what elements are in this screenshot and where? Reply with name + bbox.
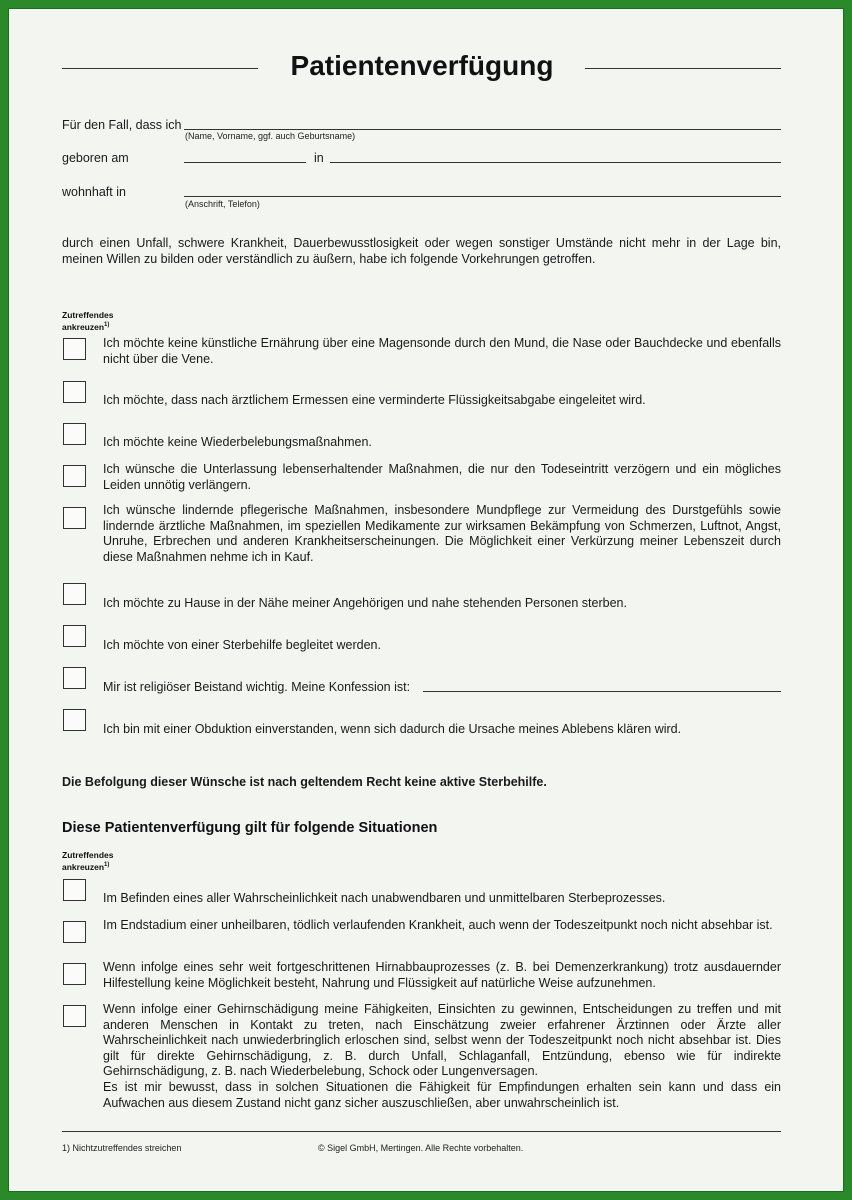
wish-text-8: Mir ist religiöser Beistand wichtig. Meine Konfession ist: (103, 680, 411, 694)
wish-text-6: Ich möchte zu Hause in der Nähe meiner Angehörigen und nahe stehenden Personen sterben. (103, 596, 627, 610)
wish-text-9: Ich bin mit einer Obduktion einverstanden, wenn sich dadurch die Ursache meines Ablebens klären wird. (103, 722, 682, 736)
wish-checkbox-3[interactable] (63, 423, 86, 445)
wish-text-4: Ich wünsche die Unterlassung lebenserhaltender Maßnahmen, die nur den Todeseintritt verzögern und ein mögliches Leiden unnötig verlängern. (103, 462, 781, 492)
birthplace-field[interactable] (330, 162, 781, 163)
situation-addendum: Es ist mir bewusst, dass in solchen Situationen die Fähigkeit für Empfindungen erhalten sein kann und dass ein Aufwachen aus diesem Zustand nicht ganz sicher auszuschließen, aber unwahrscheinlich ist. (103, 1080, 781, 1110)
situation-text-2: Im Endstadium einer unheilbaren, tödlich verlaufenden Krankheit, auch wenn der Todeszeitpunkt noch nicht absehbar ist. (103, 918, 773, 932)
situation-text-1: Im Befinden eines aller Wahrscheinlichkeit nach unabwendbaren und unmittelbaren Sterbeprozesses. (103, 891, 666, 905)
footer-rule (62, 1131, 781, 1132)
wish-checkbox-5[interactable] (63, 507, 86, 529)
situation-checkbox-1[interactable] (63, 879, 86, 901)
footnote: 1) Nichtzutreffendes streichen (62, 1143, 182, 1153)
address-hint: (Anschrift, Telefon) (185, 199, 260, 209)
situations-heading: Diese Patientenverfügung gilt für folgende Situationen (62, 820, 438, 836)
copyright: © Sigel GmbH, Mertingen. Alle Rechte vorbehalten. (318, 1143, 524, 1153)
intro-text: durch einen Unfall, schwere Krankheit, Dauerbewusstlosigkeit oder wegen sonstiger Umstände nicht mehr in der Lage bin, meinen Willen zu bilden oder verständlich zu äußern, habe ich folgende Vorkehrungen getroffen. (62, 236, 781, 266)
legal-note: Die Befolgung dieser Wünsche ist nach geltendem Recht keine aktive Sterbehilfe. (62, 775, 547, 789)
wish-text-2: Ich möchte, dass nach ärztlichem Ermessen eine verminderte Flüssigkeitsabgabe eingeleitet wird. (103, 393, 646, 407)
wish-text-3: Ich möchte keine Wiederbelebungsmaßnahmen. (103, 435, 372, 449)
address-field[interactable] (184, 196, 781, 197)
situation-text-4: Wenn infolge einer Gehirnschädigung meine Fähigkeiten, Einsichten zu gewinnen, Entscheidungen zu treffen und mit anderen Menschen in Kontakt zu treten, nach Einschätzung zweier erfahrener Ärztinnen oder Ärzte aller Wahrscheinlichkeit nach unwiederbringlich erloschen sind, selbst wenn der Todeszeitpunkt noch nicht absehbar ist. Dies gilt für direkte Gehirnschädigung, z. B. durch Unfall, Schlaganfall, Entzündung, ebenso wie für indirekte Gehirnschädigung, z. B. nach Wiederbelebung, Schock oder Lungenversagen. (103, 1002, 781, 1078)
confession-field[interactable] (423, 691, 781, 692)
check-hint: Zutreffendes ankreuzen$^{1)}$ (62, 310, 114, 332)
wish-text-1: Ich möchte keine künstliche Ernährung über eine Magensonde durch den Mund, die Nase oder Bauchdecke und ebenfalls nicht über die Vene. (103, 336, 781, 366)
situation-checkbox-3[interactable] (63, 963, 86, 985)
check-hint-situations: Zutreffendes ankreuzen$^{1)}$ (62, 850, 114, 872)
situation-text-3: Wenn infolge eines sehr weit fortgeschrittenen Hirnabbauprozesses (z. B. bei Demenzerkrankung) trotz ausdauernder Hilfestellung keine Möglichkeit besteht, Nahrung und Flüssigkeit auf natürliche Weise aufzunehmen. (103, 960, 781, 990)
wish-checkbox-8[interactable] (63, 667, 86, 689)
wish-checkbox-4[interactable] (63, 465, 86, 487)
situation-checkbox-2[interactable] (63, 921, 86, 943)
page-title: Patientenverfügung (290, 50, 554, 81)
title-rule-left (62, 68, 258, 69)
birthdate-field[interactable] (184, 162, 306, 163)
wish-checkbox-2[interactable] (63, 381, 86, 403)
title-rule-right (585, 68, 781, 69)
name-hint: (Name, Vorname, ggf. auch Geburtsname) (185, 131, 356, 141)
birthplace-label: in (314, 151, 324, 165)
wish-text-5: Ich wünsche lindernde pflegerische Maßnahmen, insbesondere Mundpflege zur Vermeidung des Durstgefühls sowie lindernde ärztliche Maßnahmen, im speziellen Medikamente zur wirksamen Bekämpfung von Schmerzen, Luftnot, Angst, Unruhe, Erbrechen und anderen Krankheitserscheinungen. Die Möglichkeit einer Verkürzung meiner Lebenszeit durch diese Maßnahmen nehme ich in Kauf. (103, 503, 781, 564)
wish-checkbox-6[interactable] (63, 583, 86, 605)
name-field[interactable] (184, 129, 781, 130)
wish-checkbox-7[interactable] (63, 625, 86, 647)
situation-checkbox-4[interactable] (63, 1005, 86, 1027)
wish-checkbox-9[interactable] (63, 709, 86, 731)
wish-checkbox-1[interactable] (63, 338, 86, 360)
wish-text-7: Ich möchte von einer Sterbehilfe begleitet werden. (103, 638, 381, 652)
residence-label: wohnhaft in (62, 185, 126, 199)
born-label: geboren am (62, 151, 129, 165)
case-label: Für den Fall, dass ich (62, 118, 182, 132)
